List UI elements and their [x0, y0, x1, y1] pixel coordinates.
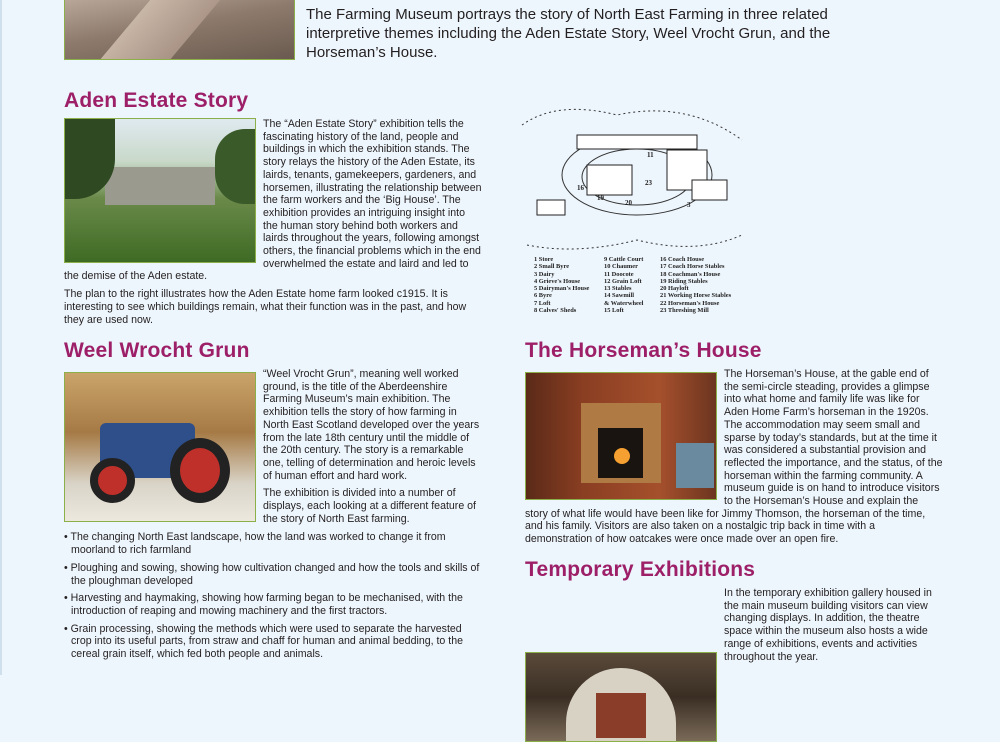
legend-item: 5 Dairyman's House [534, 285, 590, 293]
legend-item: 15 Loft [604, 307, 624, 315]
legend-item: 17 Coach Horse Stables [660, 263, 725, 271]
legend-item: 14 Sawmill [604, 292, 635, 300]
legend-column-3 [660, 256, 740, 314]
weel-paragraph-2: The exhibition is divided into a number of displays, each looking at a different feature of the story of North East farming. [263, 487, 476, 525]
legend-item: 1 Store [534, 256, 554, 263]
horseman-section [525, 368, 943, 551]
legend-item: & Waterwheel [604, 299, 644, 307]
bullet-item: • Harvesting and haymaking, showing how farming began to be mechanised, with the introduction of reaping and mowing machinery and the first tractors. [64, 592, 482, 617]
temporary-gallery-photo [525, 652, 717, 742]
cobbled-path-photo [64, 0, 295, 60]
weel-section [64, 368, 482, 666]
aden-heading: Aden Estate Story [64, 89, 249, 112]
tractor-photo [64, 372, 256, 522]
horseman-heading: The Horseman’s House [525, 339, 762, 362]
aden-farm-plan-map [517, 105, 747, 315]
legend-item: 4 Grieve's House [534, 277, 581, 285]
aden-paragraph-1: The “Aden Estate Story” exhibition tells the fascinating history of the land, people and buildings in which the exhibition stands. The story relays the history of the Aden Estate, its lairds, tenants, gamekeepers, gardeners, and horsemen, illustrating the relationship between the farm workers and the ‘Big House’. The exhibition provides an intriguing insight into the human story behind both workers and lairds throughout the years, following amongst others, the financial problems which in the end overwhelmed the estate and laird and led to the demise of the Aden estate. [64, 118, 482, 283]
weel-paragraph-1: “Weel Vrocht Grun”, meaning well worked ground, is the title of the Aberdeenshire Farming Museum’s main exhibition. The exhibition tells the story of how farming in North East Scotland developed over the years from the late 18th century until the middle of the 20th century. The story is a remarkable one, telling of determination and heroic levels of human effort and hard work. [263, 368, 480, 482]
legend-item: 3 Dairy [534, 270, 555, 278]
intro-text: The Farming Museum portrays the story of North East Farming in three related interpretive themes including the Aden Estate Story, Weel Vrocht Grun, and the Horseman’s House. [306, 6, 831, 61]
aden-section [64, 118, 482, 331]
legend-item: 21 Working Horse Stables [660, 292, 732, 300]
weel-heading: Weel Wrocht Grun [64, 339, 250, 362]
temporary-heading: Temporary Exhibitions [525, 558, 756, 581]
aden-house-photo [64, 118, 256, 263]
bullet-item: • Ploughing and sowing, showing how cultivation changed and how the tools and skills of the ploughman developed [64, 562, 482, 587]
legend-item: 10 Chaumer [604, 263, 638, 271]
svg-text:19: 19 [597, 194, 604, 202]
temporary-paragraph: In the temporary exhibition gallery housed in the main museum building visitors can view changing displays. In addition, the theatre space within the museum also hosts a wide range of exhibitions, events and activities throughout the year. [724, 587, 932, 663]
legend-item: 19 Riding Stables [660, 277, 708, 285]
legend-item: 13 Stables [604, 285, 632, 293]
legend-item: 18 Coachman's House [660, 270, 721, 278]
farm-plan-drawing [517, 105, 747, 255]
legend-item: 12 Grain Loft [604, 277, 642, 285]
legend-item: 9 Cattle Court [604, 256, 644, 263]
legend-item: 6 Byre [534, 292, 552, 300]
svg-text:11: 11 [647, 151, 654, 159]
legend-item: 22 Horseman's House [660, 299, 720, 307]
svg-text:3: 3 [687, 201, 691, 209]
legend-item: 11 Doocote [604, 270, 634, 278]
bullet-item: • Grain processing, showing the methods which were used to separate the harvested crop into its useful parts, from straw and chaff for human and animal bedding, to the cereal grain itself, which fed both people and animals. [64, 623, 482, 661]
horseman-fireplace-photo [525, 372, 717, 500]
svg-text:20: 20 [625, 199, 632, 207]
aden-paragraph-2: The plan to the right illustrates how the Aden Estate home farm looked c1915. It is interesting to see which buildings remain, what their function was in the past, and how they are used now. [64, 288, 467, 326]
weel-bullet-list [64, 531, 482, 660]
legend-column-2 [604, 256, 652, 314]
bullet-item: • The changing North East landscape, how the land was worked to change it from moorland to rich farmland [64, 531, 482, 556]
svg-text:23: 23 [645, 179, 652, 187]
legend-column-1 [534, 256, 596, 314]
legend-item: 16 Coach House [660, 256, 705, 263]
svg-text:16: 16 [577, 184, 584, 192]
legend-item: 23 Threshing Mill [660, 307, 709, 315]
map-legend [534, 256, 740, 314]
legend-item: 20 Hayloft [660, 285, 689, 293]
horseman-paragraph: The Horseman’s House, at the gable end of the semi-circle steading, provides a glimpse into what home and family life was like for Aden Home Farm’s horseman in the 1920s. The accommodation may seem small and sparse by today’s standards, but at the time it was considered a substantial provision and reflected the importance, and the status, of the horseman within the farming community. A museum guide is on hand to introduce visitors to the Horseman’s House and explain the story of what life would have been like for Jimmy Thomson, the horseman of the time, and his family. Visitors are also taken on a nostalgic trip back in time with a demonstration of how oatcakes were once made over an open fire. [525, 368, 943, 546]
legend-item: 8 Calves' Sheds [534, 307, 577, 315]
legend-item: 2 Small Byre [534, 263, 570, 271]
legend-item: 7 Loft [534, 299, 551, 307]
